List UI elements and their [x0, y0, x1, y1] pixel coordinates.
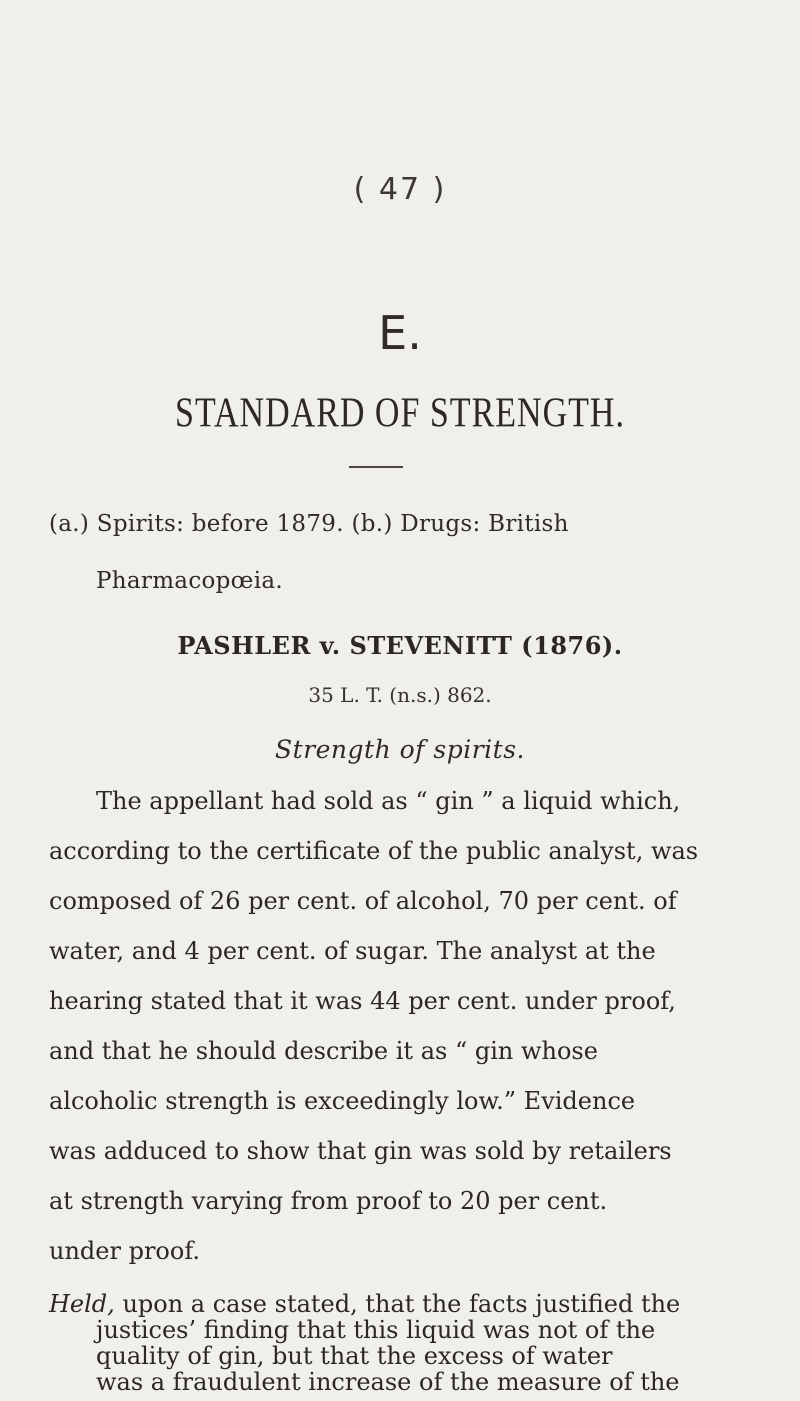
body-line: and that he should describe it as “ gin whose — [49, 1037, 598, 1065]
body-line: at strength varying from proof to 20 per cent. — [49, 1187, 608, 1215]
body-line: under proof. — [49, 1237, 200, 1265]
heading-line-1: (a.) Spirits: before 1879. (b.) Drugs: British — [49, 511, 569, 537]
body-line: alcoholic strength is exceedingly low.” Evidence — [49, 1087, 636, 1115]
held-line: was a fraudulent increase of the measure of the — [96, 1368, 680, 1396]
held-label: Held, — [49, 1290, 115, 1318]
section-letter: E. — [378, 306, 422, 360]
body-line: was adduced to show that gin was sold by retailers — [49, 1137, 672, 1165]
case-citation: 35 L. T. (n.s.) 862. — [308, 683, 492, 707]
body-line: The appellant had sold as “ gin ” a liquid which, — [96, 787, 681, 815]
case-subject: Strength of spirits. — [275, 735, 525, 764]
case-name: PASHLER v. STEVENITT (1876). — [177, 631, 623, 660]
held-line — [49, 1290, 680, 1318]
held-line: justices’ finding that this liquid was not of the — [96, 1316, 656, 1344]
body-line: composed of 26 per cent. of alcohol, 70 per cent. of — [49, 887, 677, 915]
body-line: according to the certificate of the public analyst, was — [49, 837, 699, 865]
body-line: hearing stated that it was 44 per cent. under proof, — [49, 987, 676, 1015]
page-number: ( 47 ) — [353, 172, 447, 207]
body-line: water, and 4 per cent. of sugar. The analyst at the — [49, 937, 656, 965]
heading-line-2: Pharmacopœia. — [96, 568, 283, 594]
section-divider — [349, 466, 403, 468]
section-title: STANDARD OF STRENGTH. — [175, 390, 625, 437]
held-first-line-text: upon a case stated, that the facts justified the — [114, 1290, 681, 1318]
held-line: quality of gin, but that the excess of water — [96, 1342, 613, 1370]
